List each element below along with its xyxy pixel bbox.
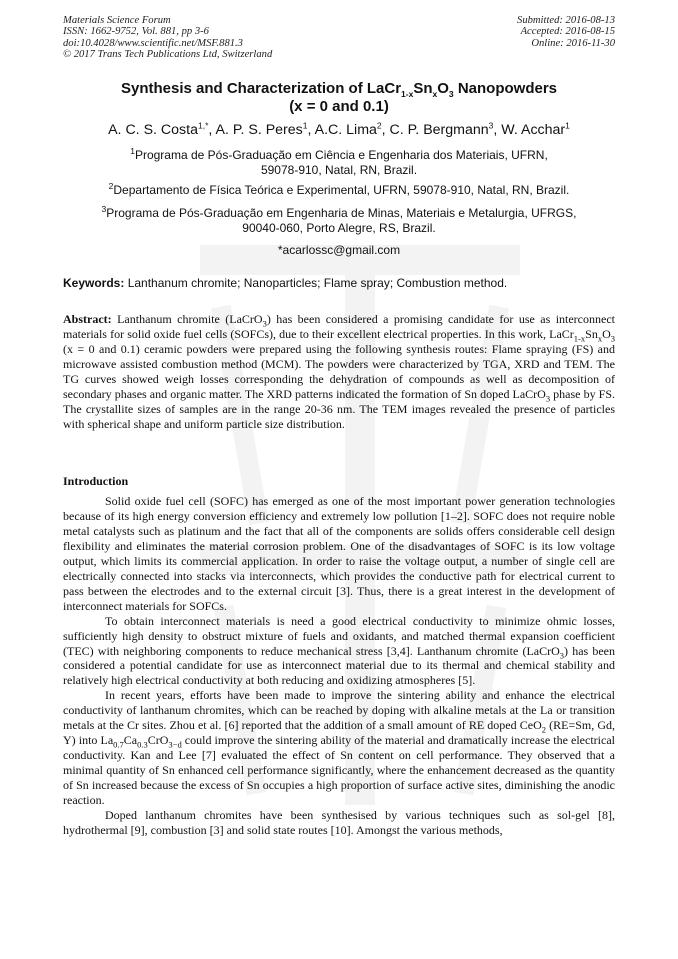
corresponding-email[interactable]: *acarlossc@gmail.com bbox=[277, 243, 401, 257]
abstract-label: Abstract: bbox=[63, 312, 112, 326]
author: C. P. Bergmann$^3$, bbox=[389, 120, 502, 138]
date-online: Online: 2016-11-30 bbox=[531, 37, 615, 49]
author: A. C. S. Costa$^{1,*}$, bbox=[108, 120, 216, 138]
journal-issn: ISSN: 1662-9752, Vol. 881, pp 3-6 bbox=[63, 26, 209, 38]
title-line-1: Synthesis and Characterization of $LaCr_{1-x}Sn_xO_3$ Nanopowders bbox=[120, 80, 558, 99]
paper-title bbox=[63, 80, 615, 116]
paragraph: Solid oxide fuel cell (SOFC) has emerged as one of the most important power generation technologies because of its high energy conversion efficiency and extremely low pollution [1–2]. SOFC does not require noble metal catalysts such as platinum and the fact that all of the components are solids offers considerable cell design flexibility and eliminates the material corrosion problem. One of the disadvantages of SOFC is its low voltage output, which limits its commercial application. In order to raise the voltage output, a number of single cell are electrically connected into stacks via interconnects, which provides the conductive path for electrical current to pass between the electrodes and to the external circuit [3]. Thus, there is a great interest in the development of interconnect materials for SOFCs. bbox=[63, 494, 615, 613]
title-line-2: (x = 0 and 0.1) bbox=[289, 98, 389, 115]
author-list bbox=[63, 121, 615, 139]
journal-copyright: © 2017 Trans Tech Publications Ltd, Switzerland bbox=[63, 49, 273, 61]
paragraph: In recent years, efforts have been made to improve the sintering ability and enhance the electrical conductivity of lanthanum chromites, which can be reached by doping with alkaline metals at the La or transition metals at the Cr sites. Zhou et al. [6] reported that the addition of a small amount of RE doped CeO$_2$ (RE=Sm, Gd, Y) into $La_{0.7}Ca_{0.3}CrO_{3-d}$ could improve the sintering ability of the material and dramatically increase the electrical conductivity. Kan and Lee [7] evaluated the effect of Sn content on cell performance. They observed that a minimal quantity of Sn enhanced cell performance significantly, where the enhancement decreased as the quantity of Sn increased because the excess of Sn occupies a high proportion of surface active sites, diminishing the anodic reaction. bbox=[63, 688, 615, 808]
journal-name: Materials Science Forum bbox=[63, 15, 171, 26]
journal-info bbox=[63, 15, 272, 61]
paragraph: Doped lanthanum chromites have been synthesised by various techniques such as sol-gel [8], hydrothermal [9], combustion [3] and solid state routes [10]. Amongst the various methods, bbox=[63, 808, 615, 837]
author: A.C. Lima$^2$, bbox=[314, 120, 390, 138]
section-heading-introduction: Introduction bbox=[63, 474, 129, 488]
paragraph: To obtain interconnect materials is need a good electrical conductivity to minimize ohmic losses, sufficiently high density to obstruct mixture of fuels and oxidants, and matched thermal expansion coefficient (TEC) with neighboring components to reduce mechanical stress [3,4]. Lanthanum chromite (LaCrO$_3$) has been considered a potential candidate for use as interconnect material due to its thermal and chemical stability and relatively high electrical conductivity at both reducing and oxidizing atmospheres [5]. bbox=[63, 613, 615, 688]
author: W. Acchar$^1$ bbox=[501, 120, 570, 138]
date-accepted: Accepted: 2016-08-15 bbox=[520, 26, 615, 38]
submission-dates bbox=[517, 15, 615, 49]
keywords-label: Keywords: bbox=[63, 276, 125, 290]
introduction-body bbox=[63, 494, 615, 838]
affiliation-3: $^3$Programa de Pós-Graduação em Engenharia de Minas, Materiais e Metalurgia, UFRGS, 90040-060, Porto Alegre, RS, Brazil. bbox=[101, 204, 577, 235]
journal-doi: doi:10.4028/www.scientific.net/MSF.881.3 bbox=[63, 37, 243, 49]
date-submitted: Submitted: 2016-08-13 bbox=[517, 15, 615, 26]
affiliation-2: $^2$Departamento de Física Teórica e Experimental, UFRN, 59078-910, Natal, RN, Brazil. bbox=[108, 181, 570, 197]
abstract: Abstract: Lanthanum chromite (LaCrO$_3$) has been considered a promising candidate for use as interconnect materials for solid oxide fuel cells (SOFCs), due to their excellent electrical properties. In this work, $LaCr_{1-x}Sn_xO_3$ (x = 0 and 0.1) ceramic powders were prepared using the following synthesis routes: Flame spraying (FS) and microwave assisted combustion method (MCM). The powders were characterized by TGA, XRD and TEM. The TG curves showed weigh losses corresponding the dehydration of compounds as well as decomposition of secondary phases and organic matter. The XRD patterns indicated the formation of Sn doped LaCrO$_3$ phase by FS. The crystallite sizes of samples are in the range 20-36 nm. The TEM images revealed the presence of particles with spherical shape and uniform particle size distribution. bbox=[63, 312, 615, 431]
keywords-text: Lanthanum chromite; Nanoparticles; Flame spray; Combustion method. bbox=[124, 276, 508, 290]
author: A. P. S. Peres$^1$, bbox=[215, 120, 315, 138]
keywords bbox=[63, 276, 615, 291]
affiliation-1: $^1$Programa de Pós-Graduação em Ciência e Engenharia dos Materiais, UFRN, 59078-910, Natal, RN, Brazil. bbox=[130, 146, 548, 177]
